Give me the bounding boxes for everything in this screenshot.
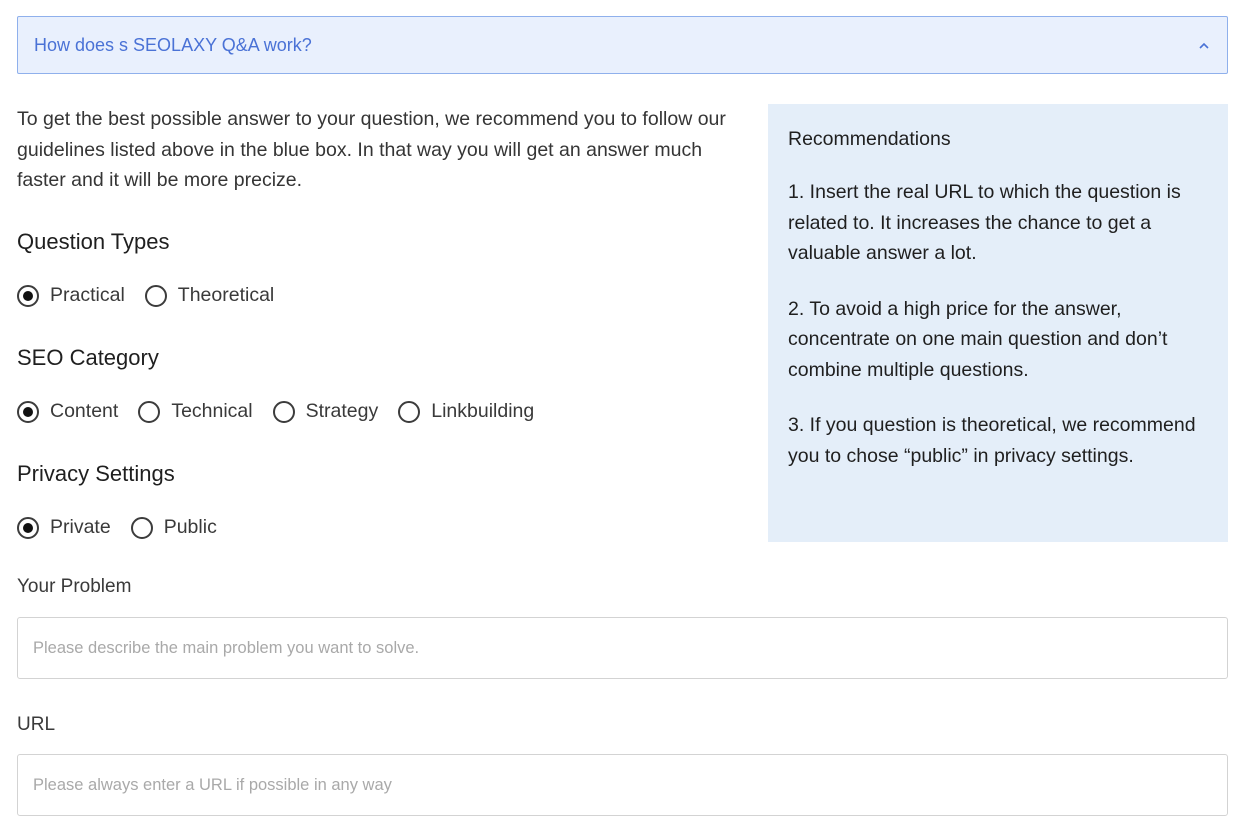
question-types-group (17, 284, 294, 307)
radio-button[interactable] (145, 285, 167, 307)
url-label: URL (17, 714, 56, 735)
radio-label: Public (163, 516, 217, 538)
seo-category-group (17, 400, 554, 423)
radio-label: Linkbuilding (431, 400, 535, 422)
radio-label: Practical (50, 284, 125, 306)
radio-label: Content (50, 400, 119, 422)
chevron-up-icon[interactable] (1199, 40, 1209, 50)
radio-label: Technical (171, 400, 253, 422)
privacy-settings-heading: Privacy Settings (17, 461, 175, 486)
radio-option-content[interactable] (17, 400, 118, 423)
radio-option-private[interactable] (17, 516, 111, 539)
radio-option-technical[interactable] (138, 400, 252, 423)
accordion-title: How does s SEOLAXY Q&A work? (34, 34, 312, 55)
recommendation-item: 2. To avoid a high price for the answer, concentrate on one main question and don’t combine multiple questions. (788, 297, 1168, 381)
radio-button[interactable] (17, 285, 39, 307)
radio-button[interactable] (138, 401, 160, 423)
question-types-heading: Question Types (17, 229, 170, 254)
radio-option-theoretical[interactable] (145, 284, 274, 307)
radio-button[interactable] (17, 517, 39, 539)
accordion-header[interactable] (17, 16, 1228, 74)
radio-option-strategy[interactable] (273, 400, 379, 423)
your-problem-input[interactable] (17, 617, 1228, 679)
your-problem-label: Your Problem (17, 576, 132, 597)
radio-label: Private (50, 516, 111, 538)
radio-button[interactable] (17, 401, 39, 423)
radio-label: Theoretical (177, 284, 275, 306)
privacy-settings-group (17, 516, 237, 539)
radio-label: Strategy (305, 400, 379, 422)
recommendations-box (768, 104, 1228, 542)
radio-option-linkbuilding[interactable] (398, 400, 534, 423)
radio-button[interactable] (273, 401, 295, 423)
radio-button[interactable] (398, 401, 420, 423)
recommendation-item: 1. Insert the real URL to which the question is related to. It increases the chance to get a valuable answer a lot. (788, 181, 1181, 264)
url-input[interactable] (17, 754, 1228, 816)
radio-option-public[interactable] (131, 516, 217, 539)
radio-button[interactable] (131, 517, 153, 539)
seo-category-heading: SEO Category (17, 345, 159, 370)
recommendations-title: Recommendations (788, 128, 951, 150)
radio-option-practical[interactable] (17, 284, 125, 307)
intro-text: To get the best possible answer to your question, we recommend you to follow our guidelines listed above in the blue box. In that way you will get an answer much faster and it will be more precize. (17, 108, 726, 191)
recommendation-item: 3. If you question is theoretical, we recommend you to chose “public” in privacy settings. (788, 414, 1196, 467)
